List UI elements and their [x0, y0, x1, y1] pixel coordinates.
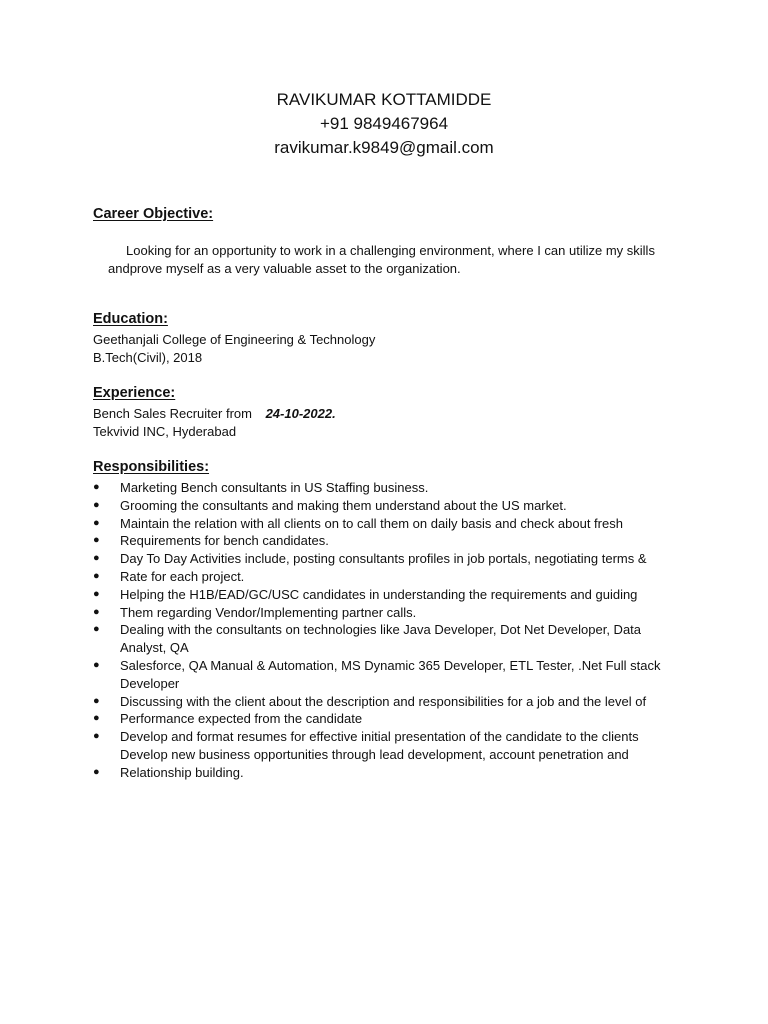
responsibility-item — [93, 515, 678, 533]
bullet-icon: ● — [93, 481, 100, 493]
candidate-phone: +91 9849467964 — [319, 114, 449, 133]
responsibility-text: Develop and format resumes for effective initial presentation of the candidate to the clients Develop new business opportunities through lead development, account penetration and — [120, 729, 639, 762]
responsibility-text: Salesforce, QA Manual & Automation, MS Dynamic 365 Developer, ETL Tester, .Net Full stack Developer — [120, 657, 661, 691]
responsibility-item — [93, 710, 678, 728]
responsibility-text: Helping the H1B/EAD/GC/USC candidates in understanding the requirements and guiding — [120, 586, 638, 602]
candidate-email: ravikumar.k9849@gmail.com — [274, 138, 494, 157]
responsibility-item — [93, 532, 678, 550]
bullet-icon: ● — [93, 694, 100, 707]
responsibility-text: Relationship building. — [120, 764, 244, 780]
responsibility-item — [93, 550, 678, 568]
responsibility-item — [93, 728, 678, 764]
bullet-icon: ● — [93, 730, 100, 743]
responsibility-item — [93, 586, 678, 604]
bullet-icon: ● — [93, 605, 100, 618]
resume-header — [0, 88, 768, 160]
education-heading: Education: — [93, 311, 168, 327]
responsibility-item — [93, 621, 678, 657]
responsibilities-heading: Responsibilities: — [93, 459, 210, 475]
career-objective-heading: Career Objective: — [93, 206, 214, 222]
responsibility-text: Grooming the consultants and making them understand about the US market. — [120, 497, 567, 513]
education-college: Geethanjali College of Engineering & Technology — [93, 332, 376, 347]
responsibility-item — [93, 497, 678, 515]
education-degree: B.Tech(Civil), 2018 — [93, 350, 203, 365]
experience-company: Tekvivid INC, Hyderabad — [93, 424, 237, 439]
responsibility-item — [93, 657, 678, 693]
responsibility-text: Rate for each project. — [120, 568, 245, 584]
responsibility-text: Them regarding Vendor/Implementing partner calls. — [120, 604, 417, 620]
bullet-icon: ● — [93, 516, 100, 529]
candidate-name: RAVIKUMAR KOTTAMIDDE — [276, 90, 492, 109]
responsibility-text: Day To Day Activities include, posting consultants profiles in job portals, negotiating terms & — [120, 551, 647, 567]
responsibility-text: Dealing with the consultants on technologies like Java Developer, Dot Net Developer, Data Analyst, QA — [120, 622, 642, 656]
responsibility-text: Requirements for bench candidates. — [120, 533, 329, 549]
bullet-icon: ● — [93, 765, 100, 778]
responsibility-item — [93, 568, 678, 586]
bullet-icon: ● — [93, 552, 100, 565]
responsibility-item — [93, 604, 678, 622]
experience-role: Bench Sales Recruiter from — [93, 406, 252, 421]
responsibility-text: Maintain the relation with all clients on to call them on daily basis and check about fresh — [120, 515, 623, 531]
bullet-icon: ● — [93, 569, 100, 582]
responsibility-text: Discussing with the client about the description and responsibilities for a job and the level of — [120, 693, 647, 709]
bullet-icon: ● — [93, 658, 100, 671]
bullet-icon: ● — [93, 712, 100, 725]
responsibility-item — [93, 479, 678, 497]
bullet-icon: ● — [93, 623, 100, 636]
responsibility-item — [93, 764, 678, 782]
experience-start-date: 24-10-2022. — [265, 406, 336, 421]
experience-heading: Experience: — [93, 385, 176, 401]
responsibility-item — [93, 693, 678, 711]
bullet-icon: ● — [93, 534, 100, 547]
responsibility-text: Marketing Bench consultants in US Staffing business. — [120, 480, 429, 495]
responsibilities-list — [93, 479, 678, 782]
responsibility-text: Performance expected from the candidate — [120, 711, 363, 727]
career-objective-text: Looking for an opportunity to work in a challenging environment, where I can utilize my skills andprove myself as a very valuable asset to the organization. — [108, 243, 655, 276]
bullet-icon: ● — [93, 498, 100, 511]
bullet-icon: ● — [93, 587, 100, 600]
experience-role-line — [93, 405, 336, 423]
